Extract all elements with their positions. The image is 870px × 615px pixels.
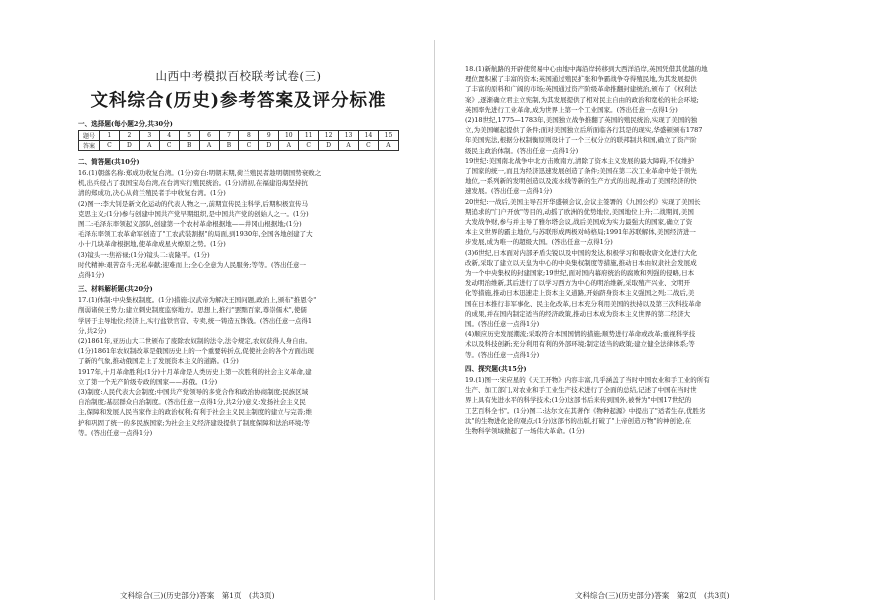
question-number-cell: 7 [219, 131, 239, 141]
answer-cell: A [279, 141, 299, 151]
answer-line: 16.(1)朝落名称:郑成功收复台湾。(1分)旁白:明朝末期,荷兰殖民者趁明朝国势衰败之 [78, 169, 322, 177]
answer-line: 19世纪:美国南北战争中北方击败南方,清除了资本主义发展的最大障碍,不仅维护 [465, 156, 695, 165]
answer-row [79, 141, 399, 151]
answer-line: 等。(答出任意一点得1分) [465, 350, 540, 359]
answer-line: 界上具有先进水平的科学技术;(1分)这部书后来传到国外,被誉为"中国17世纪的 [465, 396, 692, 405]
answer-line: 了丰富的原料和广阔的市场;英国通过资产阶级革命推翻封建统治,颁布了《权利法 [465, 85, 697, 94]
answer-line: 克思主义;(1分)参与创建中国共产党早期组织,是中国共产党的创始人之一。(1分) [78, 209, 309, 218]
answer-cell: D [119, 141, 139, 151]
answer-line: 工艺百科全书"。(1分)图二:达尔文在其著作《物种起源》中提出了"适者生存,优胜劣 [465, 406, 706, 415]
answer-line: 术以及科技创新;充分利用有利的外部环境;制定适当的政策;建立健全法律体系;等 [465, 340, 695, 349]
answer-line: 立,为美国崛起提供了条件;面对美国独立后所面临各行其是的现实,华盛顿颁布1787 [465, 126, 703, 135]
answer-line: 毛泽东率领工农革命军创造了"工农武装割据"的局面,到1930年,全国各地创建了大 [78, 230, 313, 239]
answer-line: 等。(答出任意一点得1分) [78, 428, 153, 437]
section-short-answer: 二、简答题(共10分) [78, 158, 140, 166]
question-number-cell: 6 [199, 131, 219, 141]
answer-line: 18.(1)新航路的开辟使贸易中心由地中海沿岸转移到大西洋沿岸,英国凭借其优越的地 [465, 65, 708, 73]
answer-cell: A [339, 141, 359, 151]
answer-line: (4)顺应历史发展潮流;采取符合本国国情的措施;顺势进行革命或改革;重视科学技 [465, 330, 696, 339]
answer-line: 生物科学领域掀起了一场伟大革命。(1分) [465, 426, 585, 435]
answer-line: 削弱诸侯王势力;建立刺史制度监察地方。思想上,推行"罢黜百家,尊崇儒术",使儒 [78, 306, 307, 315]
answer-line: 本主义世界的霸主地位,与苏联形成两极对峙格局;1991年苏联解体,美国经济进一 [465, 228, 696, 237]
question-number-cell: 8 [239, 131, 259, 141]
answer-cell: C [299, 141, 319, 151]
section-material-analysis: 三、材料解析题(共20分) [78, 285, 153, 294]
page-footer-1: 文科综合(三)(历史部分)答案 第1页 (共3页) [120, 591, 275, 600]
answer-line: 机,出兵侵占了我国宝岛台湾,在台湾实行殖民统治。(1分)清初,在福建沿海坚持抗 [78, 179, 308, 188]
question-number-cell: 5 [179, 131, 199, 141]
document-title: 文科综合(历史)参考答案及评分标准 [90, 91, 387, 111]
answer-line: 点得1分) [78, 271, 105, 280]
answer-line: 发动明治维新,其后进行了以学习西方为中心的明治维新,采取殖产兴业、文明开 [465, 279, 691, 288]
answer-line: 主,保障和发展人民当家作主的政治权利;有利于社会主义民主制度的建立与完善;维 [78, 408, 312, 417]
answer-line: 了新的气象,推动俄国走上了发展资本主义的道路。(1分) [78, 357, 239, 366]
answer-cell: C [100, 141, 120, 151]
answer-line: 19.(1)图一:宋应星的《天工开物》内容丰富,几乎涵盖了当时中国农业和手工业的所有 [465, 375, 710, 384]
answer-line: 20世纪:一战后,美国主导召开华盛顿会议,会议主签署的《九国公约》实现了美国长 [465, 197, 701, 206]
answer-line: 汰"的生物进化论的观点;(1分)这部书的出版,打破了"上帝创造万物"的神创论,在 [465, 416, 691, 425]
question-number-cell: 1 [100, 131, 120, 141]
answer-line: 的成果,并在国内制定适当的经济政策,推动日本成为资本主义世界的第二经济大 [465, 309, 691, 318]
answer-line: (2)1861年,亚历山大二世颁布了废除农奴制的法令,法令规定,农奴获得人身自由。 [78, 337, 312, 346]
answer-line: 速发展。(答出任意一点得1分) [465, 187, 553, 196]
answer-line: 化等措施,推动日本迅速走上资本主义道路,开始跻身资本主义强国之列;二战后,美 [465, 289, 695, 298]
answer-line: 为一个中央集权的封建国家;19世纪,面对国内幕府统治的腐败和列强的侵略,日本 [465, 269, 695, 278]
answer-page-2 [435, 0, 870, 615]
answer-line: 国在日本推行非军事化、民主化改革,日本充分利用美国的扶持以及第三次科技革命 [465, 299, 702, 308]
answer-cell: D [319, 141, 339, 151]
answer-line: 小十几块革命根据地,使革命成星火燎原之势。(1分) [78, 240, 226, 249]
answer-line: 学居于主导地位;经济上,实行盐铁官营、专卖,统一铸造五铢钱。(答出任意一点得1 [78, 316, 312, 325]
answer-cell: C [159, 141, 179, 151]
answer-cell: D [259, 141, 279, 151]
answer-line: 生产、加工部门,对农业和手工业生产技术进行了全面的总结,记述了中国在当时世 [465, 386, 697, 395]
answer-line: 期追求的"门户开放"等目的,动摇了欧洲的优势地位,美国地位上升;二战期间,美国 [465, 207, 694, 216]
answer-line: 自治制度;基层群众自治制度。(答出任意一点得1分,共2分)意义:发扬社会主义民 [78, 398, 306, 407]
question-number-cell: 15 [378, 131, 398, 141]
answer-line: (2)图一:李大钊是新文化运动的代表人物之一,前期宣传民主科学,后期积极宣传马 [78, 199, 309, 208]
answer-line: (3)6世纪,日本面对内部矛盾尖锐以及中国的发达,积极学习和吸收唐文化进行大化 [465, 248, 697, 257]
answer-cell: B [219, 141, 239, 151]
answer-line: 清的郑成功,决心从荷兰殖民者手中收复台湾。(1分) [78, 189, 226, 198]
question-number-cell: 13 [339, 131, 359, 141]
exam-subtitle: 山西中考模拟百校联考试卷(三) [155, 69, 322, 83]
section-multiple-choice: 一、选择题(每小题2分,共30分) [78, 120, 173, 128]
question-number-cell: 10 [279, 131, 299, 141]
answer-cell: A [139, 141, 159, 151]
answer-cell: A [378, 141, 398, 151]
section-inquiry: 四、探究题(共15分) [465, 364, 527, 373]
answer-line: 护和巩固了统一的多民族国家;为社会主义经济建设提供了制度保障和法治环境;等 [78, 418, 310, 427]
row-label-question-number: 题号 [79, 131, 100, 141]
question-16-answer [78, 168, 399, 280]
question-number-cell: 11 [299, 131, 319, 141]
answer-cell: C [239, 141, 259, 151]
question-19-answer [465, 375, 856, 436]
question-number-cell: 4 [159, 131, 179, 141]
answer-line: 国。(答出任意一点得1分) [465, 320, 540, 329]
answer-line: 时代精神:艰苦奋斗;无私奉献;迎难而上;全心全意为人民服务;等等。(答出任意一 [78, 260, 306, 269]
answer-line: (1分)1861年农奴制改革是俄国历史上的一个重要转折点,促使社会的各个方面出现 [78, 347, 314, 356]
answer-line: 立了第一个无产阶级专政的国家——苏俄。(1分) [78, 377, 218, 386]
answer-key-table [78, 130, 399, 151]
question-number-cell: 14 [358, 131, 378, 141]
answer-line: 英国率先进行工业革命,成为世界上第一个工业国家。(答出任意一点得1分) [465, 105, 678, 114]
answer-line: 案》,逐渐确立君主立宪制,为其发展提供了相对民主自由的政治和宽松的社会环境; [465, 95, 699, 104]
answer-line: 了国家的统一,而且为经济迅速发展创造了条件;美国在第二次工业革命中处于领先 [465, 167, 697, 176]
answer-line: 图二:毛泽东率领起义部队,创建第一个农村革命根据地——井冈山根据地;(1分) [78, 220, 302, 229]
question-number-cell: 3 [139, 131, 159, 141]
answer-line: 步发展,成为唯一的超级大国。(答出任意一点得1分) [465, 238, 613, 247]
answer-line: 分,共2分) [78, 326, 107, 335]
answer-line: 1917年,十月革命胜利;(1分)十月革命是人类历史上第一次胜利的社会主义革命,建 [78, 367, 312, 376]
question-number-cell: 12 [319, 131, 339, 141]
answer-line: 级民主政治体制。(答出任意一点得1分) [465, 146, 579, 155]
question-number-row [79, 131, 399, 141]
answer-line: (3)制度:人民代表大会制度;中国共产党领导的多党合作和政治协商制度;民族区域 [78, 388, 309, 397]
question-18-answer [465, 64, 856, 360]
question-number-cell: 9 [259, 131, 279, 141]
answer-line: (3)镜头一:焦裕禄;(1分)镜头二:袁隆平。(1分) [78, 250, 210, 259]
answer-line: 17.(1)体制:中央集权制度。(1分)措施:汉武帝为解决王国问题,政治上,颁布"推恩令" [78, 296, 317, 305]
answer-cell: C [358, 141, 378, 151]
row-label-answer: 答案 [79, 141, 100, 151]
answer-line: 地位,一系列新的发明创造以及流水线等新的生产方式的出现,推动了美国经济的快 [465, 177, 697, 186]
answer-cell: B [179, 141, 199, 151]
question-17-answer [78, 295, 399, 438]
answer-line: (2)18世纪,1775—1783年,美国独立战争推翻了英国的殖民统治,实现了美国的独 [465, 116, 698, 125]
answer-cell: A [199, 141, 219, 151]
question-number-cell: 2 [119, 131, 139, 141]
answer-line: 大发战争财,参与并主导了雅尔塔会议,战后美国成为实力最强大的国家,确立了资 [465, 218, 693, 227]
answer-line: 理位置积累了丰富的资本;英国通过殖民扩张和争霸战争夺得殖民地,为其发展提供 [465, 75, 697, 84]
page-footer-2: 文科综合(三)(历史部分)答案 第2页 (共3页) [575, 591, 730, 600]
answer-line: 年美国宪法,根据分权制衡原则设计了一个三权分立的联邦制共和国,确立了资产阶 [465, 136, 697, 145]
answer-line: 改新,采取了建立以天皇为中心的中央集权制度等措施,推动日本由奴隶社会发展成 [465, 258, 697, 267]
